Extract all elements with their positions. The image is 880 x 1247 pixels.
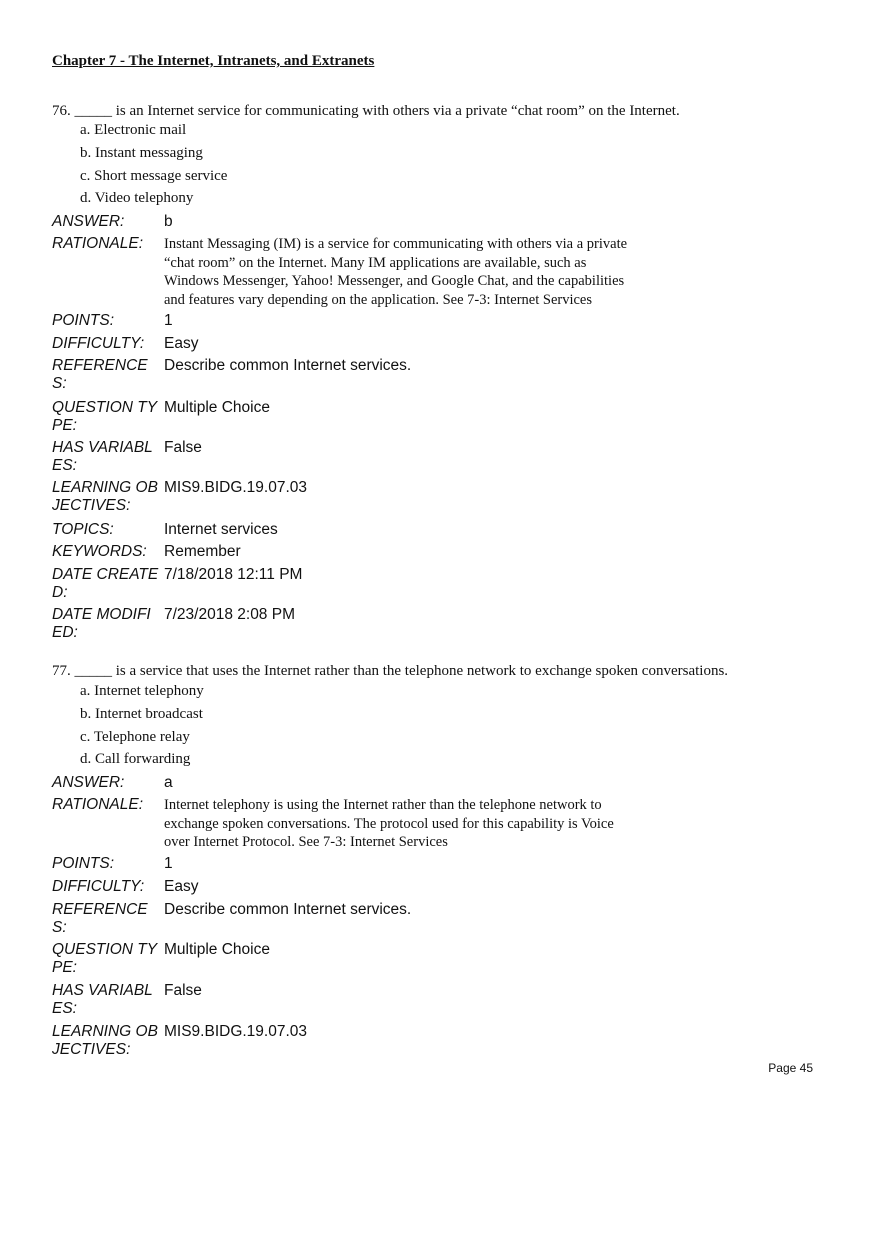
references-value: Describe common Internet services. [164, 901, 412, 918]
answer-value: b [164, 213, 173, 230]
answer-label: ANSWER: [52, 774, 125, 791]
difficulty-label: DIFFICULTY: [52, 335, 145, 352]
answer-option-c: c. Telephone relay [80, 729, 190, 745]
has-variables-value: False [164, 439, 202, 456]
answer-option-d: d. Call forwarding [80, 751, 191, 767]
date-modified-label: DATE MODIFIED: [52, 606, 151, 641]
answer-option-b: b. Internet broadcast [80, 706, 203, 722]
page-title: Chapter 7 - The Internet, Intranets, and Extranets [52, 53, 375, 69]
points-value: 1 [164, 312, 173, 329]
difficulty-value: Easy [164, 878, 199, 895]
date-created-value: 7/18/2018 12:11 PM [164, 566, 303, 583]
difficulty-value: Easy [164, 335, 199, 352]
references-label: REFERENCES: [52, 357, 148, 392]
question-stem: 76. _____ is an Internet service for communicating with others via a private “chat room” on the Internet. [52, 103, 680, 119]
answer-option-b: b. Instant messaging [80, 145, 203, 161]
has-variables-value: False [164, 982, 202, 999]
points-label: POINTS: [52, 855, 115, 872]
question-type-value: Multiple Choice [164, 399, 270, 416]
difficulty-label: DIFFICULTY: [52, 878, 145, 895]
learning-objectives-value: MIS9.BIDG.19.07.03 [164, 1023, 308, 1040]
question-type-label: QUESTION TYPE: [52, 399, 158, 434]
keywords-label: KEYWORDS: [52, 543, 147, 560]
rationale-label: RATIONALE: [52, 235, 144, 252]
learning-objectives-label: LEARNING OBJECTIVES: [52, 479, 158, 514]
references-value: Describe common Internet services. [164, 357, 412, 374]
learning-objectives-value: MIS9.BIDG.19.07.03 [164, 479, 308, 496]
answer-label: ANSWER: [52, 213, 125, 230]
has-variables-label: HAS VARIABLES: [52, 982, 153, 1017]
learning-objectives-label: LEARNING OBJECTIVES: [52, 1023, 158, 1058]
topics-value: Internet services [164, 521, 278, 538]
references-label: REFERENCES: [52, 901, 148, 936]
question-type-label: QUESTION TYPE: [52, 941, 158, 976]
rationale-text: Instant Messaging (IM) is a service for communicating with others via a private “chat room” on the Internet. Many IM applications are available, such as Windows Messenger, Yahoo! Messenger, and Google Chat, and the capabilities and features vary depending on the application. See 7-3: Internet Services [164, 236, 628, 308]
date-modified-value: 7/23/2018 2:08 PM [164, 606, 295, 623]
points-value: 1 [164, 855, 173, 872]
page-number: Page 45 [768, 1061, 813, 1075]
answer-option-a: a. Internet telephony [80, 683, 204, 699]
answer-value: a [164, 774, 173, 791]
keywords-value: Remember [164, 543, 241, 560]
rationale-label: RATIONALE: [52, 796, 144, 813]
rationale-text: Internet telephony is using the Internet rather than the telephone network to exchange spoken conversations. The protocol used for this capability is Voice over Internet Protocol. See 7-3: Internet Services [164, 797, 614, 850]
points-label: POINTS: [52, 312, 115, 329]
topics-label: TOPICS: [52, 521, 114, 538]
has-variables-label: HAS VARIABLES: [52, 439, 153, 474]
answer-option-c: c. Short message service [80, 168, 228, 184]
question-type-value: Multiple Choice [164, 941, 270, 958]
date-created-label: DATE CREATED: [52, 566, 159, 601]
answer-option-d: d. Video telephony [80, 190, 194, 206]
question-stem: 77. _____ is a service that uses the Internet rather than the telephone network to exchange spoken conversations. [52, 663, 729, 679]
answer-option-a: a. Electronic mail [80, 122, 187, 138]
